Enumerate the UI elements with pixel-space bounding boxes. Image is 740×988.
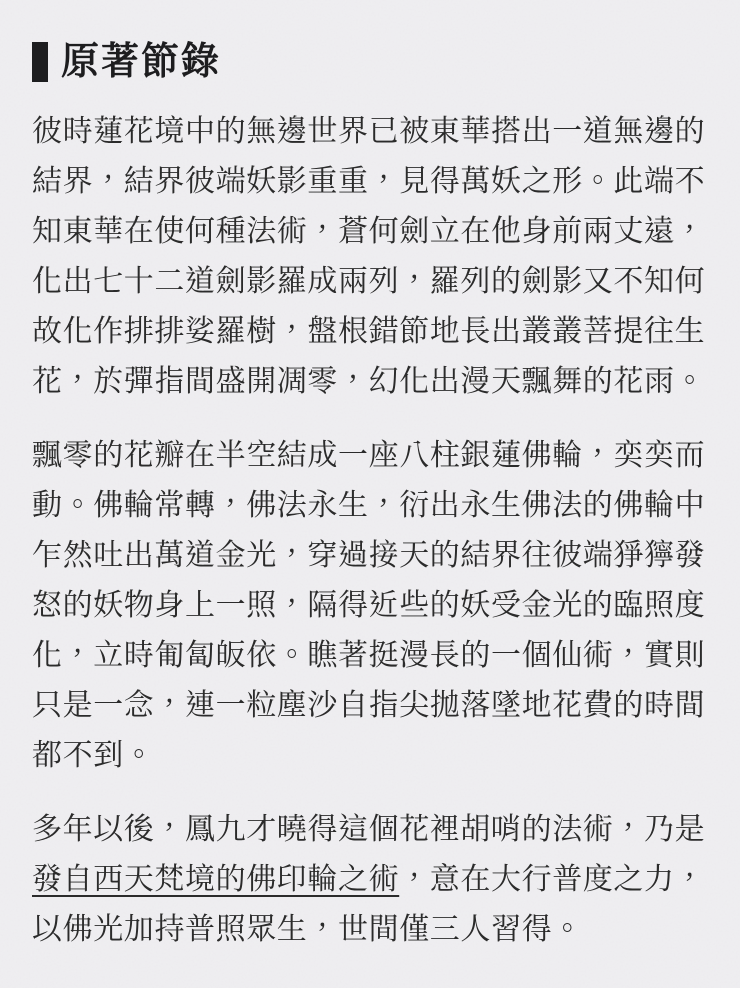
paragraph-text-after: ，意在大行普度之力，以佛光加持普照眾生，世間僅三人習得。 [32,863,706,946]
section-header [32,41,708,83]
excerpt-paragraph-1: 彼時蓮花境中的無邊世界已被東華搭出一道無邊的結界，結界彼端妖影重重，見得萬妖之形。此端不知東華在使何種法術，蒼何劍立在他身前兩丈遠，化出七十二道劍影羅成兩列，羅列的劍影又不知何故化作排排娑羅樹，盤根錯節地長出叢叢菩提往生花，於彈指間盛開凋零，幻化出漫天飄舞的花雨。 [32,115,706,398]
underlined-term: 發自西天梵境的佛印輪之術 [32,863,400,896]
header-bar-marker [32,42,48,82]
section-title: 原著節錄 [61,41,222,83]
excerpt-paragraph-2: 飄零的花瓣在半空結成一座八柱銀蓮佛輪，奕奕而動。佛輪常轉，佛法永生，衍出永生佛法的佛輪中乍然吐出萬道金光，穿過接天的結界往彼端猙獰發怒的妖物身上一照，隔得近些的妖受金光的臨照度化，立時匍匐皈依。瞧著挺漫長的一個仙術，實則只是一念，連一粒塵沙自指尖拋落墜地花費的時間都不到。 [32,439,706,772]
excerpt-paragraph-3 [32,805,708,955]
paragraph-text-before: 多年以後，鳳九才曉得這個花裡胡哨的法術，乃是 [32,813,706,846]
